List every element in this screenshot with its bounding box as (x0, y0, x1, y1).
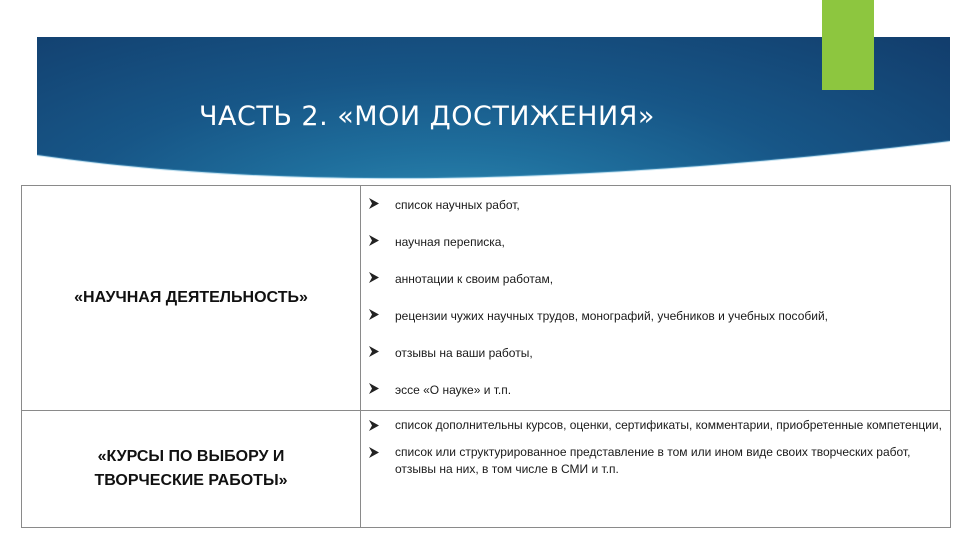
category-courses-creative-works (22, 411, 361, 528)
accent-bar (822, 0, 874, 90)
arrow-bullet-icon (369, 420, 379, 431)
arrow-bullet-icon (369, 346, 379, 357)
arrow-bullet-icon (369, 309, 379, 320)
arrow-bullet-icon (369, 383, 379, 394)
table-row (22, 186, 951, 411)
category-scientific-activity (22, 186, 361, 411)
list-item (361, 444, 950, 478)
title-banner (37, 37, 950, 183)
slide-title: ЧАСТЬ 2. «МОИ ДОСТИЖЕНИЯ» (199, 101, 655, 132)
list-item (361, 186, 950, 223)
list-item (361, 260, 950, 297)
arrow-bullet-icon (369, 447, 379, 458)
list-item-text: список или структурированное представление в том или ином виде своих творческих работ, отзывы на них, в том числе в СМИ и т.п. (395, 445, 911, 476)
table-row (22, 411, 951, 528)
list-item-text: эссе «О науке» и т.п. (395, 382, 512, 397)
items-cell (361, 411, 951, 528)
list-item-text: отзывы на ваши работы, (395, 345, 533, 360)
list-item (361, 417, 950, 434)
arrow-bullet-icon (369, 198, 379, 209)
scientific-activity-list (361, 186, 950, 408)
category-label-line-2: ТВОРЧЕСКИЕ РАБОТЫ» (94, 472, 288, 489)
content-table (21, 185, 951, 528)
courses-creative-works-list (361, 417, 950, 478)
category-label-line-1: «КУРСЫ ПО ВЫБОРУ И (97, 448, 285, 465)
list-item (361, 334, 950, 371)
list-item (361, 371, 950, 408)
list-item-text: список дополнительны курсов, оценки, сертификаты, комментарии, приобретенные компетенции, (395, 418, 942, 432)
category-label: «НАУЧНАЯ ДЕЯТЕЛЬНОСТЬ» (74, 289, 308, 306)
list-item-text: научная переписка, (395, 234, 505, 249)
list-item-text: список научных работ, (395, 197, 520, 212)
list-item-text: аннотации к своим работам, (395, 271, 554, 286)
arrow-bullet-icon (369, 272, 379, 283)
arrow-bullet-icon (369, 235, 379, 246)
list-item-text: рецензии чужих научных трудов, монографий, учебников и учебных пособий, (395, 308, 828, 323)
items-cell (361, 186, 951, 411)
list-item (361, 223, 950, 260)
list-item (361, 297, 950, 334)
